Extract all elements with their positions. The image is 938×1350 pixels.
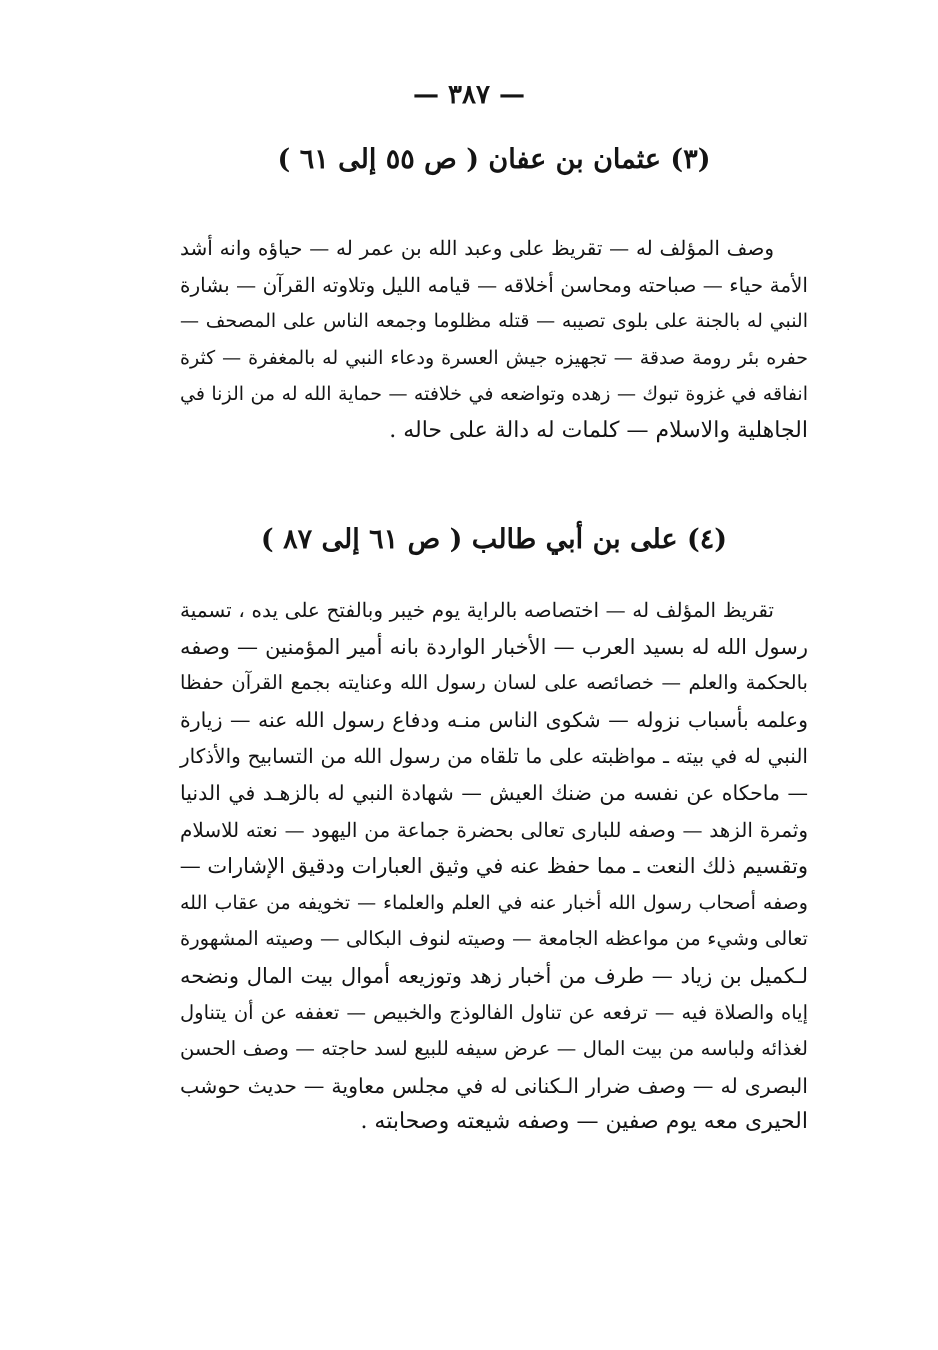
text-line: لـكميل بن زياد — طرف من أخبار زهد وتوزيعه أموال بيت المال ونضحه: [180, 963, 808, 988]
text-line: الحيرى معه يوم صفين — وصفه شيعته وصحابته .: [360, 1109, 808, 1135]
section-uthman: [180, 140, 808, 449]
text-line: النبي له بالجنة على بلوى تصيبه — قتله مظلوما وجمعه الناس على المصحف —: [180, 310, 808, 332]
page-number: — ٣٨٧ —: [412, 80, 526, 110]
text-line: وتقسيم ذلك النعت ـ مما حفظ عنه في وثيق العبارات ودقيق الإشارات —: [179, 854, 808, 879]
section-title: (٣) عثمان بن عفان ( ص ٥٥ إلى ٦١ ): [277, 144, 711, 175]
text-line: الأمة حياء — صباحته ومحاسن أخلاقه — قيامه الليل وتلاوته القرآن — بشارة: [180, 272, 808, 297]
text-line: لغذائه ولباسه من بيت المال — عرض سيفه للبيع لسد حاجته — وصف الحسن: [180, 1037, 808, 1061]
text-line: وثمرة الزهد — وصفه للبارى تعالى بحضرة جماعة من اليهود — نعته للاسلام: [180, 817, 808, 842]
text-line: حفره بئر رومة صدقة — تجهيزه جيش العسرة ودعاء النبي له بالمغفرة — كثرة: [180, 346, 808, 369]
text-line: النبي له في بيته ـ مواظبته على ما تلقاه من رسول الله من التسابيح والأذكار: [180, 744, 808, 769]
text-line: بالحكمة والعلم — خصائصه على لسان رسول الله وعنايته بجمع القرآن حفظا: [180, 671, 808, 695]
text-line: وعلمه بأسباب نزوله — شكوى الناس منـه ودفاع رسول الله عنه — زيارة: [180, 707, 808, 732]
text-line: إياه والصلاة فيه — ترفعه عن تناول الفالوذج والخبيص — تعففه عن أن يتناول: [180, 1000, 808, 1024]
text-line: انفاقه في غزوة تبوك — زهده وتواضعه في خلافته — حماية الله له من الزنا في: [180, 383, 808, 405]
section-title: (٤) على بن أبي طالب ( ص ٦١ إلى ٨٧ ): [260, 524, 728, 555]
text-line: تعالى وشيء من مواعظه الجامعة — وصيته لنوف البكالى — وصيته المشهورة: [180, 927, 808, 951]
text-line: وصف المؤلف له — تقريظ على وعبد الله بن عمر له — حياؤه وانه أشد: [180, 236, 774, 260]
text-line: رسول الله له بسيد العرب — الأخبار الواردة بانه أمير المؤمنين — وصفه: [180, 634, 808, 659]
text-line: — ماحكاه عن نفسه من ضنك العيش — شهادة النبي له بالزهـد في الدنيا: [180, 780, 808, 805]
section-ali: [180, 520, 808, 1141]
text-line: وصفه أصحاب رسول الله أخبار عنه في العلم والعلماء — تخويفه من عقاب الله: [180, 891, 808, 914]
section-paragraph: [180, 230, 808, 449]
section-paragraph: [180, 592, 808, 1141]
text-line: تقريظ المؤلف له — اختصاصه بالراية يوم خيبر وبالفتح على يده ، تسمية: [180, 598, 774, 622]
text-line: الجاهلية والاسلام — كلمات له دالة على حاله .: [389, 417, 808, 443]
text-line: البصرى له — وصف ضرار الـكنانى له في مجلس معاوية — حديث حوشب: [180, 1073, 808, 1098]
